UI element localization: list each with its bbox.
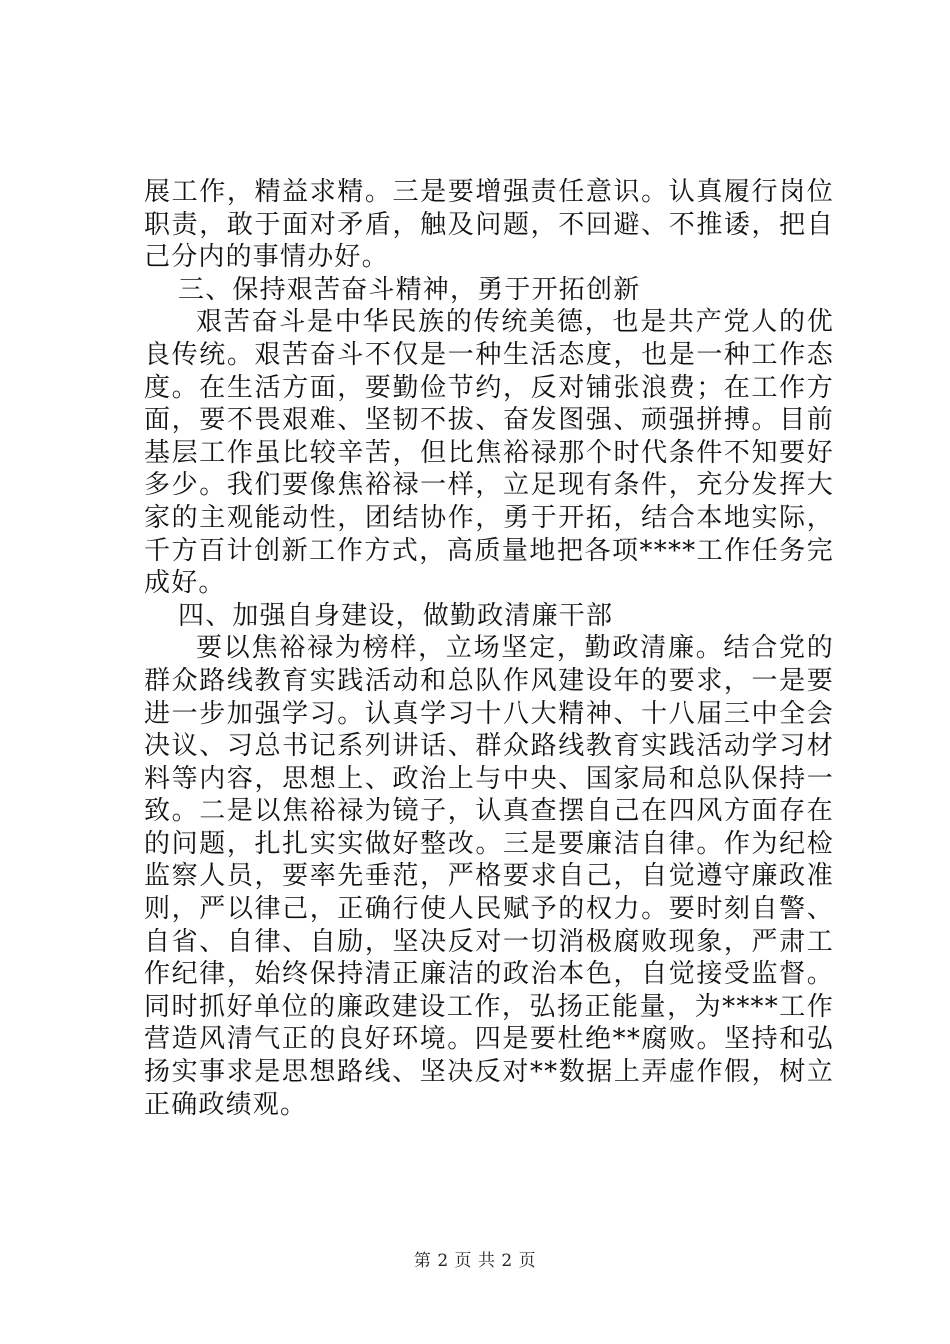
section-heading-3: 三、保持艰苦奋斗精神，勇于开拓创新 <box>178 274 641 305</box>
page-number-footer: 第 2 页 共 2 页 <box>413 1251 537 1271</box>
section-heading-4: 四、加强自身建设，做勤政清廉干部 <box>178 600 614 631</box>
paragraph-section-4: 要以焦裕禄为榜样，立场坚定，勤政清廉。结合党的群众路线教育实践活动和总队作风建设年的要求，一是要进一步加强学习。认真学习十八大精神、十八届三中全会决议、习总书记系列讲话、群众路线教育实践活动学习材料等内容，思想上、政治上与中央、国家局和总队保持一致。二是以焦裕禄为镜子，认真查摆自己在四风方面存在的问题，扎扎实实做好整改。三是要廉洁自律。作为纪检监察人员，要率先垂范，严格要求自己，自觉遵守廉政准则，严以律己，正确行使人民赋予的权力。要时刻自警、自省、自律、自励，坚决反对一切消极腐败现象，严肃工作纪律，始终保持清正廉洁的政治本色，自觉接受监督。同时抓好单位的廉政建设工作，弘扬正能量，为****工作营造风清气正的良好环境。四是要杜绝**腐败。坚持和弘扬实事求是思想路线、坚决反对**数据上弄虚作假，树立正确政绩观。 <box>144 633 834 1120</box>
paragraph-section-3: 艰苦奋斗是中华民族的传统美德，也是共产党人的优良传统。艰苦奋斗不仅是一种生活态度，也是一种工作态度。在生活方面，要勤俭节约，反对铺张浪费；在工作方面，要不畏艰难、坚韧不拔、奋发图强、顽强拼搏。目前基层工作虽比较辛苦，但比焦裕禄那个时代条件不知要好多少。我们要像焦裕禄一样，立足现有条件，充分发挥大家的主观能动性，团结协作，勇于开拓，结合本地实际，千方百计创新工作方式，高质量地把各项****工作任务完成好。 <box>144 307 834 599</box>
document-body <box>144 176 834 1121</box>
paragraph-continuation: 展工作，精益求精。三是要增强责任意识。认真履行岗位职责，敢于面对矛盾，触及问题，不回避、不推诿，把自己分内的事情办好。 <box>144 177 834 273</box>
